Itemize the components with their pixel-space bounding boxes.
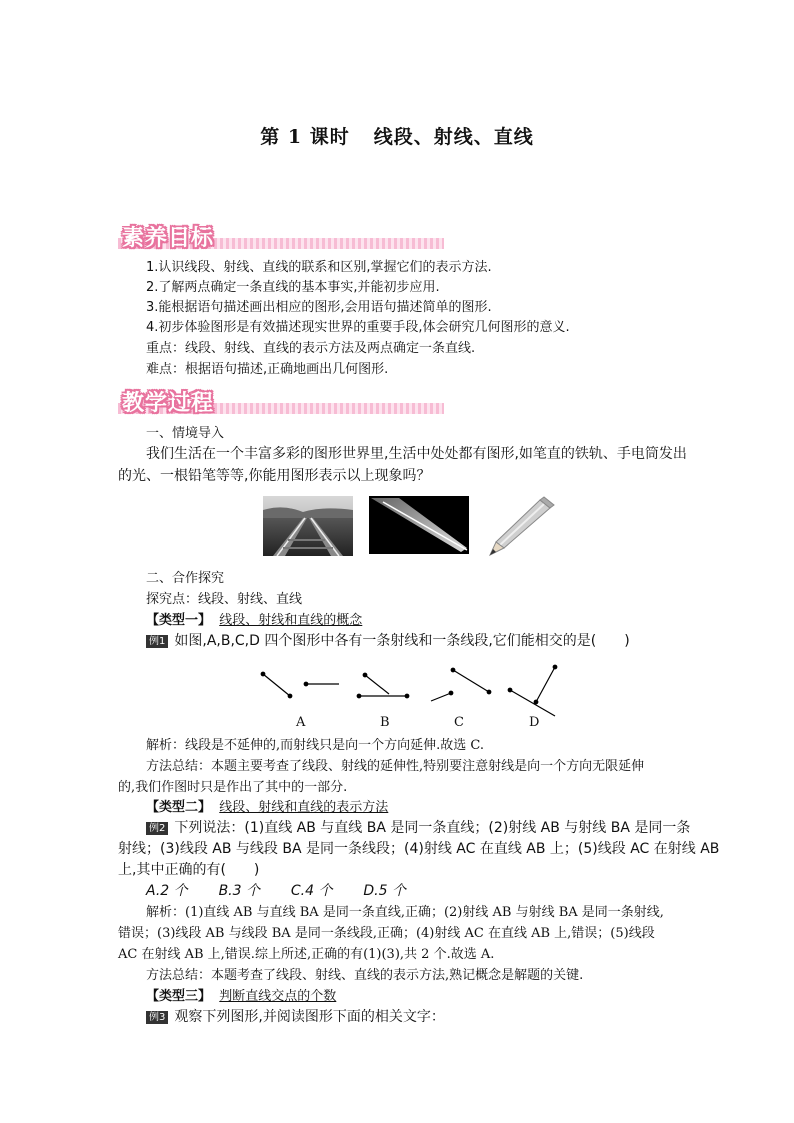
type-title: 线段、射线和直线的概念: [219, 613, 363, 628]
explore-point: 探究点：线段、射线、直线: [146, 592, 303, 607]
section-banner-process: [118, 392, 448, 416]
option-a: A.2 个: [146, 883, 188, 899]
banner-label: 素养目标: [122, 226, 215, 251]
example-1-analysis: 解析：线段是不延伸的,而射线只是向一个方向延伸.故选 C.: [146, 738, 485, 753]
title-lesson: 第 1 课时: [260, 126, 350, 148]
example-2-cont: 射线；(3)线段 AB 与线段 BA 是同一条线段；(4)射线 AC 在直线 AB 上；(5)线段 AC 在射线 AB: [118, 841, 720, 857]
type-heading-3: [146, 987, 336, 1006]
example-1: [146, 630, 630, 652]
intro-text-1: 我们生活在一个丰富多彩的图形世界里,生活中处处都有图形,如笔直的铁轨、手电筒发出: [146, 446, 687, 462]
example-2-analysis: 解析：(1)直线 AB 与直线 BA 是同一条直线,正确；(2)射线 AB 与射线 BA 是同一条射线,: [146, 905, 664, 920]
railway-track-image: [263, 496, 353, 556]
section-banner-goals: [118, 227, 448, 251]
example-question: 如图,A,B,C,D 四个图形中各有一条射线和一条线段,它们能相交的是( ): [174, 633, 630, 649]
option-c: C.4 个: [290, 883, 333, 899]
example-1-method-cont: 的,我们作图时只是作出了其中的一部分.: [118, 780, 348, 795]
example-3: [146, 1006, 445, 1028]
example-2-analysis-cont: 错误；(3)线段 AB 与线段 BA 是同一条线段,正确；(4)射线 AC 在直线 AB 上,错误；(5)线段: [118, 926, 655, 941]
goal-item: 2.了解两点确定一条直线的基本事实,并能初步应用.: [146, 280, 440, 295]
banner-label: 教学过程: [122, 391, 215, 416]
example-badge: 例1: [146, 635, 168, 648]
example-question: 下列说法：(1)直线 AB 与直线 BA 是同一条直线；(2)射线 AB 与射线 BA 是同一条: [174, 820, 691, 836]
example-2-options: [146, 880, 406, 902]
type-heading-2: [146, 798, 388, 817]
section-heading: 一、情境导入: [146, 426, 225, 441]
example-question: 观察下列图形,并阅读图形下面的相关文字：: [174, 1009, 445, 1025]
option-d: D.5 个: [363, 883, 406, 899]
example-1-method: 方法总结：本题主要考查了线段、射线的延伸性,特别要注意射线是向一个方向无限延伸: [146, 759, 645, 774]
flashlight-beam-image: [369, 496, 469, 554]
type-tag: 【类型一】: [146, 613, 212, 628]
figure-label-c: C: [454, 715, 464, 730]
goal-item: 3.能根据语句描述画出相应的图形,会用语句描述简单的图形.: [146, 300, 492, 315]
intro-text-2: 的光、一根铅笔等等,你能用图形表示以上现象吗？: [118, 468, 431, 484]
option-b: B.3 个: [218, 883, 260, 899]
example-2-analysis-cont: AC 在射线 AB 上,错误.综上所述,正确的有(1)(3),共 2 个.故选 A.: [118, 947, 495, 962]
example-2-method: 方法总结：本题考查了线段、射线、直线的表示方法,熟记概念是解题的关键.: [146, 968, 584, 983]
key-point: 重点：线段、射线、直线的表示方法及两点确定一条直线.: [146, 341, 476, 356]
example-2-cont: 上,其中正确的有( ): [118, 862, 260, 878]
type-tag: 【类型二】: [146, 800, 212, 815]
example-badge: 例2: [146, 822, 168, 835]
type-tag: 【类型三】: [146, 989, 212, 1004]
figure-label-b: B: [380, 715, 390, 730]
goal-item: 4.初步体验图形是有效描述现实世界的重要手段,体会研究几何图形的意义.: [146, 320, 570, 335]
type-title: 线段、射线和直线的表示方法: [219, 800, 389, 815]
title-topic: 线段、射线、直线: [373, 126, 534, 148]
type-heading-1: [146, 611, 362, 630]
pencil-image: [488, 494, 558, 558]
difficult-point: 难点：根据语句描述,正确地画出几何图形.: [146, 362, 389, 377]
goal-item: 1.认识线段、射线、直线的联系和区别,掌握它们的表示方法.: [146, 260, 492, 275]
figure-label-a: A: [296, 715, 306, 730]
example-2: [146, 817, 690, 839]
page-title: [0, 122, 794, 149]
section-heading: 二、合作探究: [146, 571, 225, 586]
example-badge: 例3: [146, 1011, 168, 1024]
figure-label-d: D: [529, 715, 540, 730]
type-title: 判断直线交点的个数: [219, 989, 337, 1004]
